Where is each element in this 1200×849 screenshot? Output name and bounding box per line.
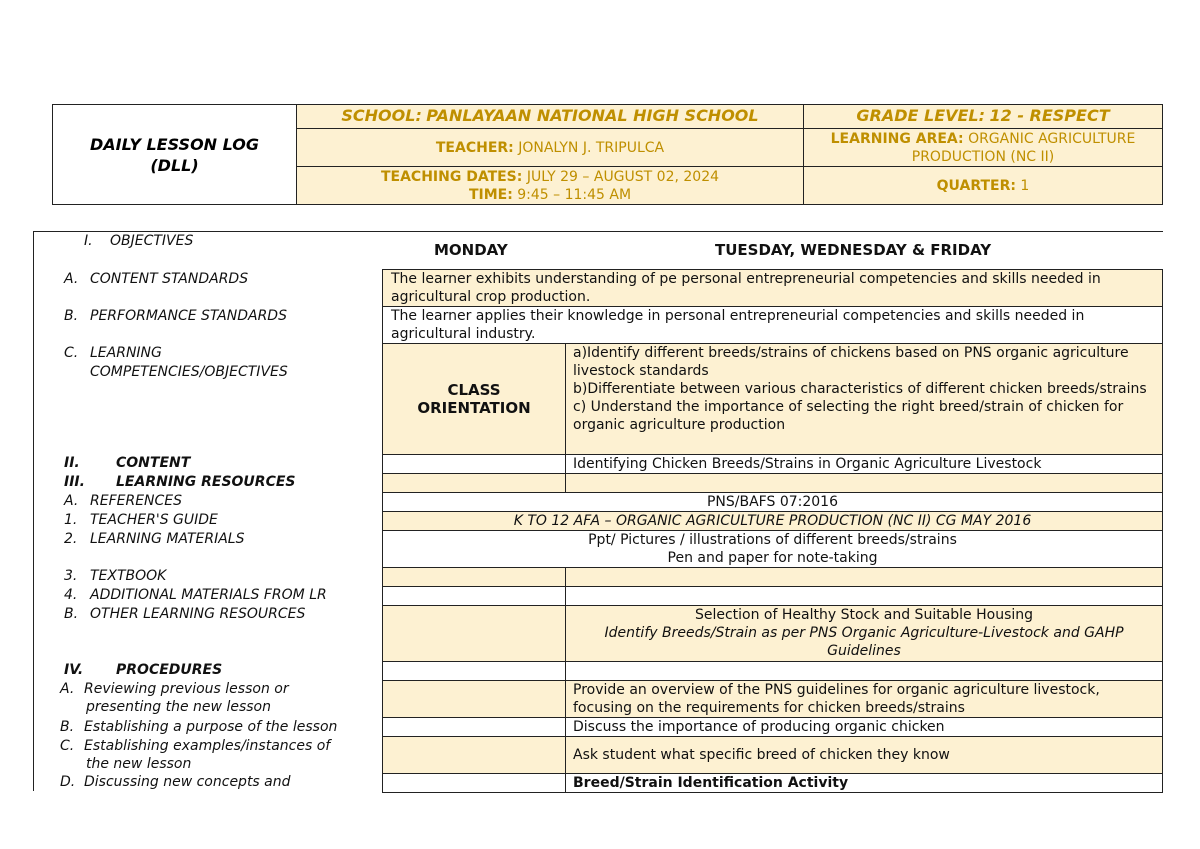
dll-title [53, 105, 297, 205]
other-resources-line1: Selection of Healthy Stock and Suitable Housing [694, 607, 1034, 623]
grade-cell [804, 105, 1163, 129]
cell-performance-standards: The learner applies their knowledge in personal entrepreneurial competencies and skills needed in agricultural industry. [382, 306, 1163, 344]
quarter-value: 1 [1020, 177, 1030, 194]
label-objectives: I. OBJECTIVES [84, 233, 194, 249]
learning-materials-line2: Pen and paper for note-taking [667, 550, 878, 566]
cell-proc-d-monday [382, 773, 566, 793]
cell-proc-d: Breed/Strain Identification Activity [565, 773, 1163, 793]
orientation-line2: ORIENTATION [417, 399, 531, 417]
area-label: LEARNING AREA: [830, 130, 964, 147]
cell-other-monday [382, 605, 566, 662]
cell-proc-b: Discuss the importance of producing organic chicken [565, 717, 1163, 737]
cell-teachers-guide: K TO 12 AFA – ORGANIC AGRICULTURE PRODUCTION (NC II) CG MAY 2016 [382, 511, 1163, 531]
label-content: II. CONTENT [64, 455, 191, 471]
school-cell [297, 105, 804, 129]
header-table [52, 104, 1163, 205]
label-content-standards: A. CONTENT STANDARDS [64, 271, 249, 287]
grade-label: GRADE LEVEL: [856, 106, 986, 125]
area-value: ORGANIC AGRICULTURE PRODUCTION (NC II) [911, 130, 1136, 165]
main-table-top-border [33, 231, 1163, 232]
dates-label: TEACHING DATES: [380, 168, 523, 185]
teacher-cell [297, 129, 804, 167]
cell-resources-monday [382, 473, 566, 493]
label-other-resources: B. OTHER LEARNING RESOURCES [64, 606, 306, 622]
cell-objectives [565, 343, 1163, 455]
column-header-monday: MONDAY [434, 241, 508, 259]
learning-materials-line1: Ppt/ Pictures / illustrations of different breeds/strains [588, 532, 957, 548]
cell-content-standards: The learner exhibits understanding of pe personal entrepreneurial competencies and skills needed in agricultural crop production. [382, 269, 1163, 307]
cell-proc-c [565, 736, 1163, 774]
cell-textbook-monday [382, 567, 566, 587]
cell-textbook [565, 567, 1163, 587]
objective-a: a)Identify different breeds/strains of chickens based on PNS organic agriculture livestock standards [573, 345, 1129, 379]
teaching-dates-cell [297, 167, 804, 205]
label-references: A. REFERENCES [64, 493, 183, 509]
label-learning-materials: 2. LEARNING MATERIALS [64, 531, 245, 547]
label-procedures: IV. PROCEDURES [64, 662, 223, 678]
cell-additional-monday [382, 586, 566, 606]
quarter-label: QUARTER: [936, 177, 1016, 194]
dates-value: JULY 29 – AUGUST 02, 2024 [526, 168, 720, 185]
cell-proc-a-monday [382, 680, 566, 718]
teacher-value: JONALYN J. TRIPULCA [518, 139, 665, 156]
cell-resources [565, 473, 1163, 493]
orientation-line1: CLASS [447, 381, 501, 399]
label-performance-standards: B. PERFORMANCE STANDARDS [64, 308, 287, 324]
other-resources-line2: Identify Breeds/Strain as per PNS Organic Agriculture-Livestock and GAHP Guidelines [604, 625, 1124, 659]
dll-title-line2: (DLL) [150, 155, 199, 175]
cell-proc-b-monday [382, 717, 566, 737]
cell-monday-orientation [382, 343, 566, 455]
objective-b: b)Differentiate between various characteristics of different chicken breeds/strains [573, 381, 1147, 397]
label-procedure-c: C. Establishing examples/instances of the new lesson [60, 738, 331, 772]
label-textbook: 3. TEXTBOOK [64, 568, 167, 584]
label-competencies: C. LEARNING COMPETENCIES/OBJECTIVES [64, 345, 288, 380]
label-procedure-a: A. Reviewing previous lesson or presenting the new lesson [60, 681, 289, 715]
grade-value: 12 - RESPECT [989, 106, 1110, 125]
label-teachers-guide: 1. TEACHER'S GUIDE [64, 512, 218, 528]
main-table-left-border [33, 231, 34, 791]
proc-c-text: Ask student what specific breed of chicken they know [573, 747, 950, 763]
label-additional-materials: 4. ADDITIONAL MATERIALS FROM LR [64, 587, 327, 603]
cell-proc-c-monday [382, 736, 566, 774]
school-value: PANLAYAAN NATIONAL HIGH SCHOOL [426, 106, 759, 125]
cell-content-monday [382, 454, 566, 474]
school-label: SCHOOL: [341, 106, 422, 125]
dll-title-line1: DAILY LESSON LOG [90, 134, 259, 154]
cell-additional [565, 586, 1163, 606]
objective-c: c) Understand the importance of selecting the right breed/strain of chicken for organic agriculture production [573, 399, 1124, 433]
cell-procedures [565, 661, 1163, 681]
cell-procedures-monday [382, 661, 566, 681]
label-learning-resources: III. LEARNING RESOURCES [64, 474, 296, 490]
cell-content: Identifying Chicken Breeds/Strains in Organic Agriculture Livestock [565, 454, 1163, 474]
label-procedure-d: D. Discussing new concepts and [60, 774, 291, 790]
cell-proc-a: Provide an overview of the PNS guidelines for organic agriculture livestock, focusing on the requirements for chicken breeds/strains [565, 680, 1163, 718]
cell-other-resources [565, 605, 1163, 662]
cell-learning-materials [382, 530, 1163, 568]
label-procedure-b: B. Establishing a purpose of the lesson [60, 719, 338, 735]
quarter-cell [804, 167, 1163, 205]
column-header-tue-wed-fri: TUESDAY, WEDNESDAY & FRIDAY [715, 241, 992, 259]
time-label: TIME: [468, 186, 513, 203]
teacher-label: TEACHER: [435, 139, 514, 156]
cell-references: PNS/BAFS 07:2016 [382, 492, 1163, 512]
learning-area-cell [804, 129, 1163, 167]
time-value: 9:45 – 11:45 AM [517, 186, 632, 203]
